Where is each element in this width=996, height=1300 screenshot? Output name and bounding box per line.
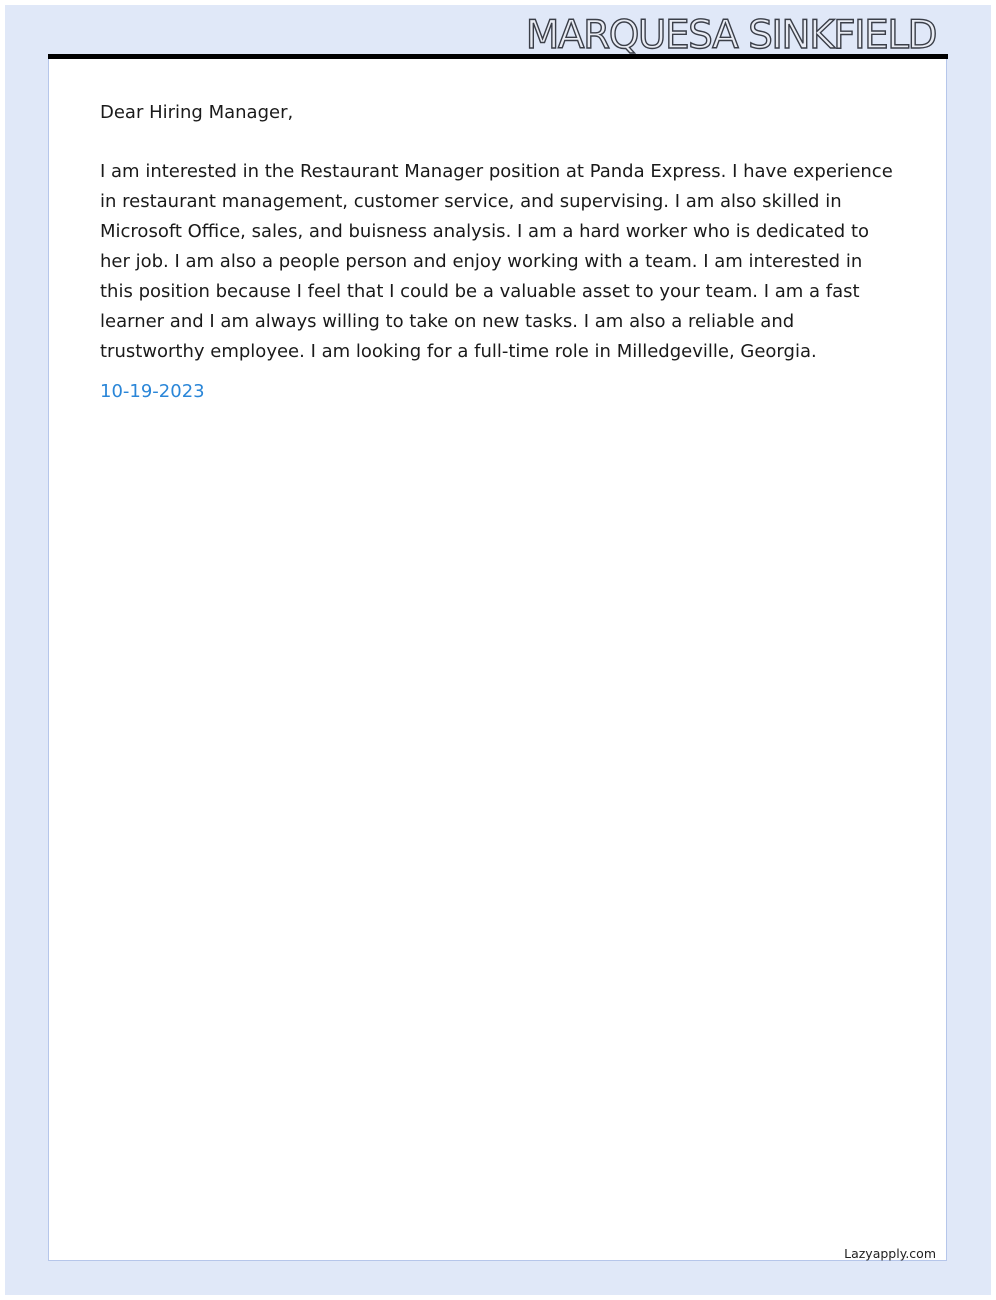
letter-salutation: Dear Hiring Manager, — [100, 102, 294, 123]
letter-date: 10-19-2023 — [100, 381, 205, 402]
footer-brand: Lazyapply.com — [844, 1246, 936, 1261]
letter-body: I am interested in the Restaurant Manager position at Panda Express. I have experience in restaurant management, customer service, and supervising. I am also skilled in Microsoft Office, sales, and buisness analysis. I am a hard worker who is dedicated to her job. I am also a people person and enjoy working with a team. I am interested in this position because I feel that I could be a valuable asset to your team. I am a fast learner and I am always willing to take on new tasks. I am also a reliable and trustworthy employee. I am looking for a full-time role in Milledgeville, Georgia. — [100, 161, 893, 362]
applicant-name: MARQUESA SINKFIELD — [525, 13, 936, 58]
